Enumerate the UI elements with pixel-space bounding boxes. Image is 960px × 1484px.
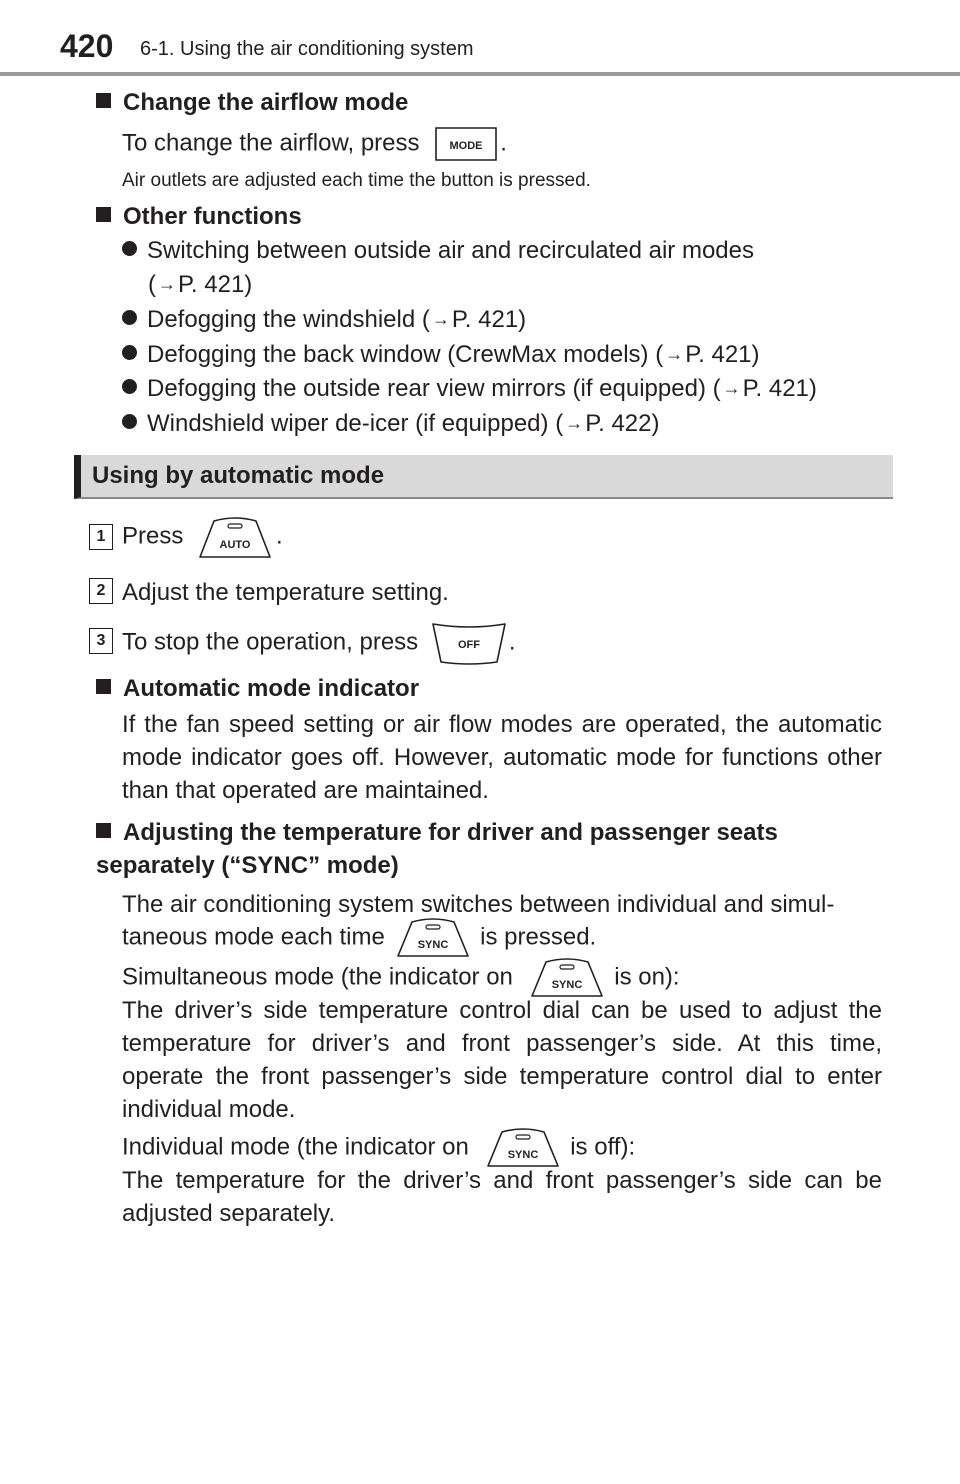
square-bullet-icon	[96, 93, 111, 108]
arrow-right-icon: →	[722, 378, 741, 398]
bullet-icon	[122, 379, 137, 394]
sync-heading: Adjusting the temperature for driver and passenger seats separately (“SYNC” mode)	[96, 819, 778, 879]
bullet-icon	[122, 414, 137, 429]
mode-button-label: MODE	[449, 140, 483, 152]
airflow-heading: Change the airflow mode	[96, 86, 408, 119]
header-rule	[0, 72, 960, 76]
off-button-icon	[429, 620, 509, 666]
other-heading: Other functions	[96, 200, 302, 233]
step-3-text: To stop the operation, press OFF .	[122, 620, 516, 668]
auto-button-icon	[194, 513, 276, 561]
page-reference-link[interactable]: P. 421)	[178, 271, 253, 298]
page-reference-link[interactable]: P. 421)	[742, 375, 817, 402]
square-bullet-icon	[96, 823, 111, 838]
indicator-heading: Automatic mode indicator	[96, 672, 419, 705]
sync-button-icon	[392, 916, 474, 960]
sync-p1-line2: taneous mode each time SYNC is pressed.	[122, 916, 596, 962]
indicator-text: If the fan speed setting or air flow modes are operated, the automatic mode indicator goes off. However, automatic mode for functions other than that operated are maintained.	[122, 711, 882, 804]
sync-p3-text: The temperature for the driver’s and front passenger’s side can be adjusted separately.	[122, 1167, 882, 1227]
running-head: 6-1. Using the air conditioning system	[140, 38, 474, 60]
sync-button-label: SYNC	[551, 979, 582, 991]
sync-button-label: SYNC	[507, 1149, 538, 1161]
other-item-2: Defogging the windshield ( →P. 421)	[122, 303, 526, 336]
step-1-text: Press AUTO .	[122, 513, 283, 563]
section-title: Using by automatic mode	[92, 462, 385, 489]
sync-p2-text: The driver’s side temperature control dial can be used to adjust the temperature for driver’s and front passenger’s side. At this time, operate the front passenger’s side temperature control dial to enter individual mode.	[122, 997, 882, 1123]
other-item-3: Defogging the back window (CrewMax models) ( →P. 421)	[122, 338, 760, 371]
auto-button-label: AUTO	[219, 539, 251, 551]
airflow-note: Air outlets are adjusted each time the button is pressed.	[122, 170, 591, 191]
arrow-right-icon: →	[565, 413, 584, 433]
arrow-right-icon: →	[665, 344, 684, 364]
square-bullet-icon	[96, 207, 111, 222]
sync-p1-line1: The air conditioning system switches between individual and simul-	[122, 891, 835, 918]
arrow-right-icon: →	[158, 274, 176, 294]
step-number-3: 3	[89, 628, 113, 654]
page-reference-link[interactable]: P. 422)	[585, 410, 660, 437]
other-item-5: Windshield wiper de-icer (if equipped) ( →P. 422)	[122, 407, 659, 440]
airflow-instruction: To change the airflow, press MODE .	[122, 124, 507, 160]
mode-button-icon	[432, 124, 500, 164]
step-2-text: Adjust the temperature setting.	[122, 579, 449, 606]
arrow-right-icon: →	[431, 309, 450, 329]
sync-button-label: SYNC	[417, 939, 448, 951]
square-bullet-icon	[96, 679, 111, 694]
step-number-1: 1	[89, 524, 113, 550]
other-item-1: Switching between outside air and recirculated air modes	[122, 234, 754, 267]
other-item-1-ref: ( →P. 421)	[148, 271, 253, 298]
bullet-icon	[122, 241, 137, 256]
sync-p3-intro: Individual mode (the indicator on SYNC is off):	[122, 1126, 635, 1172]
page-reference-link[interactable]: P. 421)	[451, 306, 527, 333]
off-button-label: OFF	[457, 639, 480, 651]
bullet-icon	[122, 310, 137, 325]
bullet-icon	[122, 345, 137, 360]
other-item-4: Defogging the outside rear view mirrors (if equipped) ( →P. 421)	[122, 372, 817, 405]
sync-p2-intro: Simultaneous mode (the indicator on SYNC is on):	[122, 956, 680, 1002]
step-number-2: 2	[89, 578, 113, 604]
page-reference-link[interactable]: P. 421)	[685, 341, 760, 368]
page-number: 420	[60, 28, 114, 64]
